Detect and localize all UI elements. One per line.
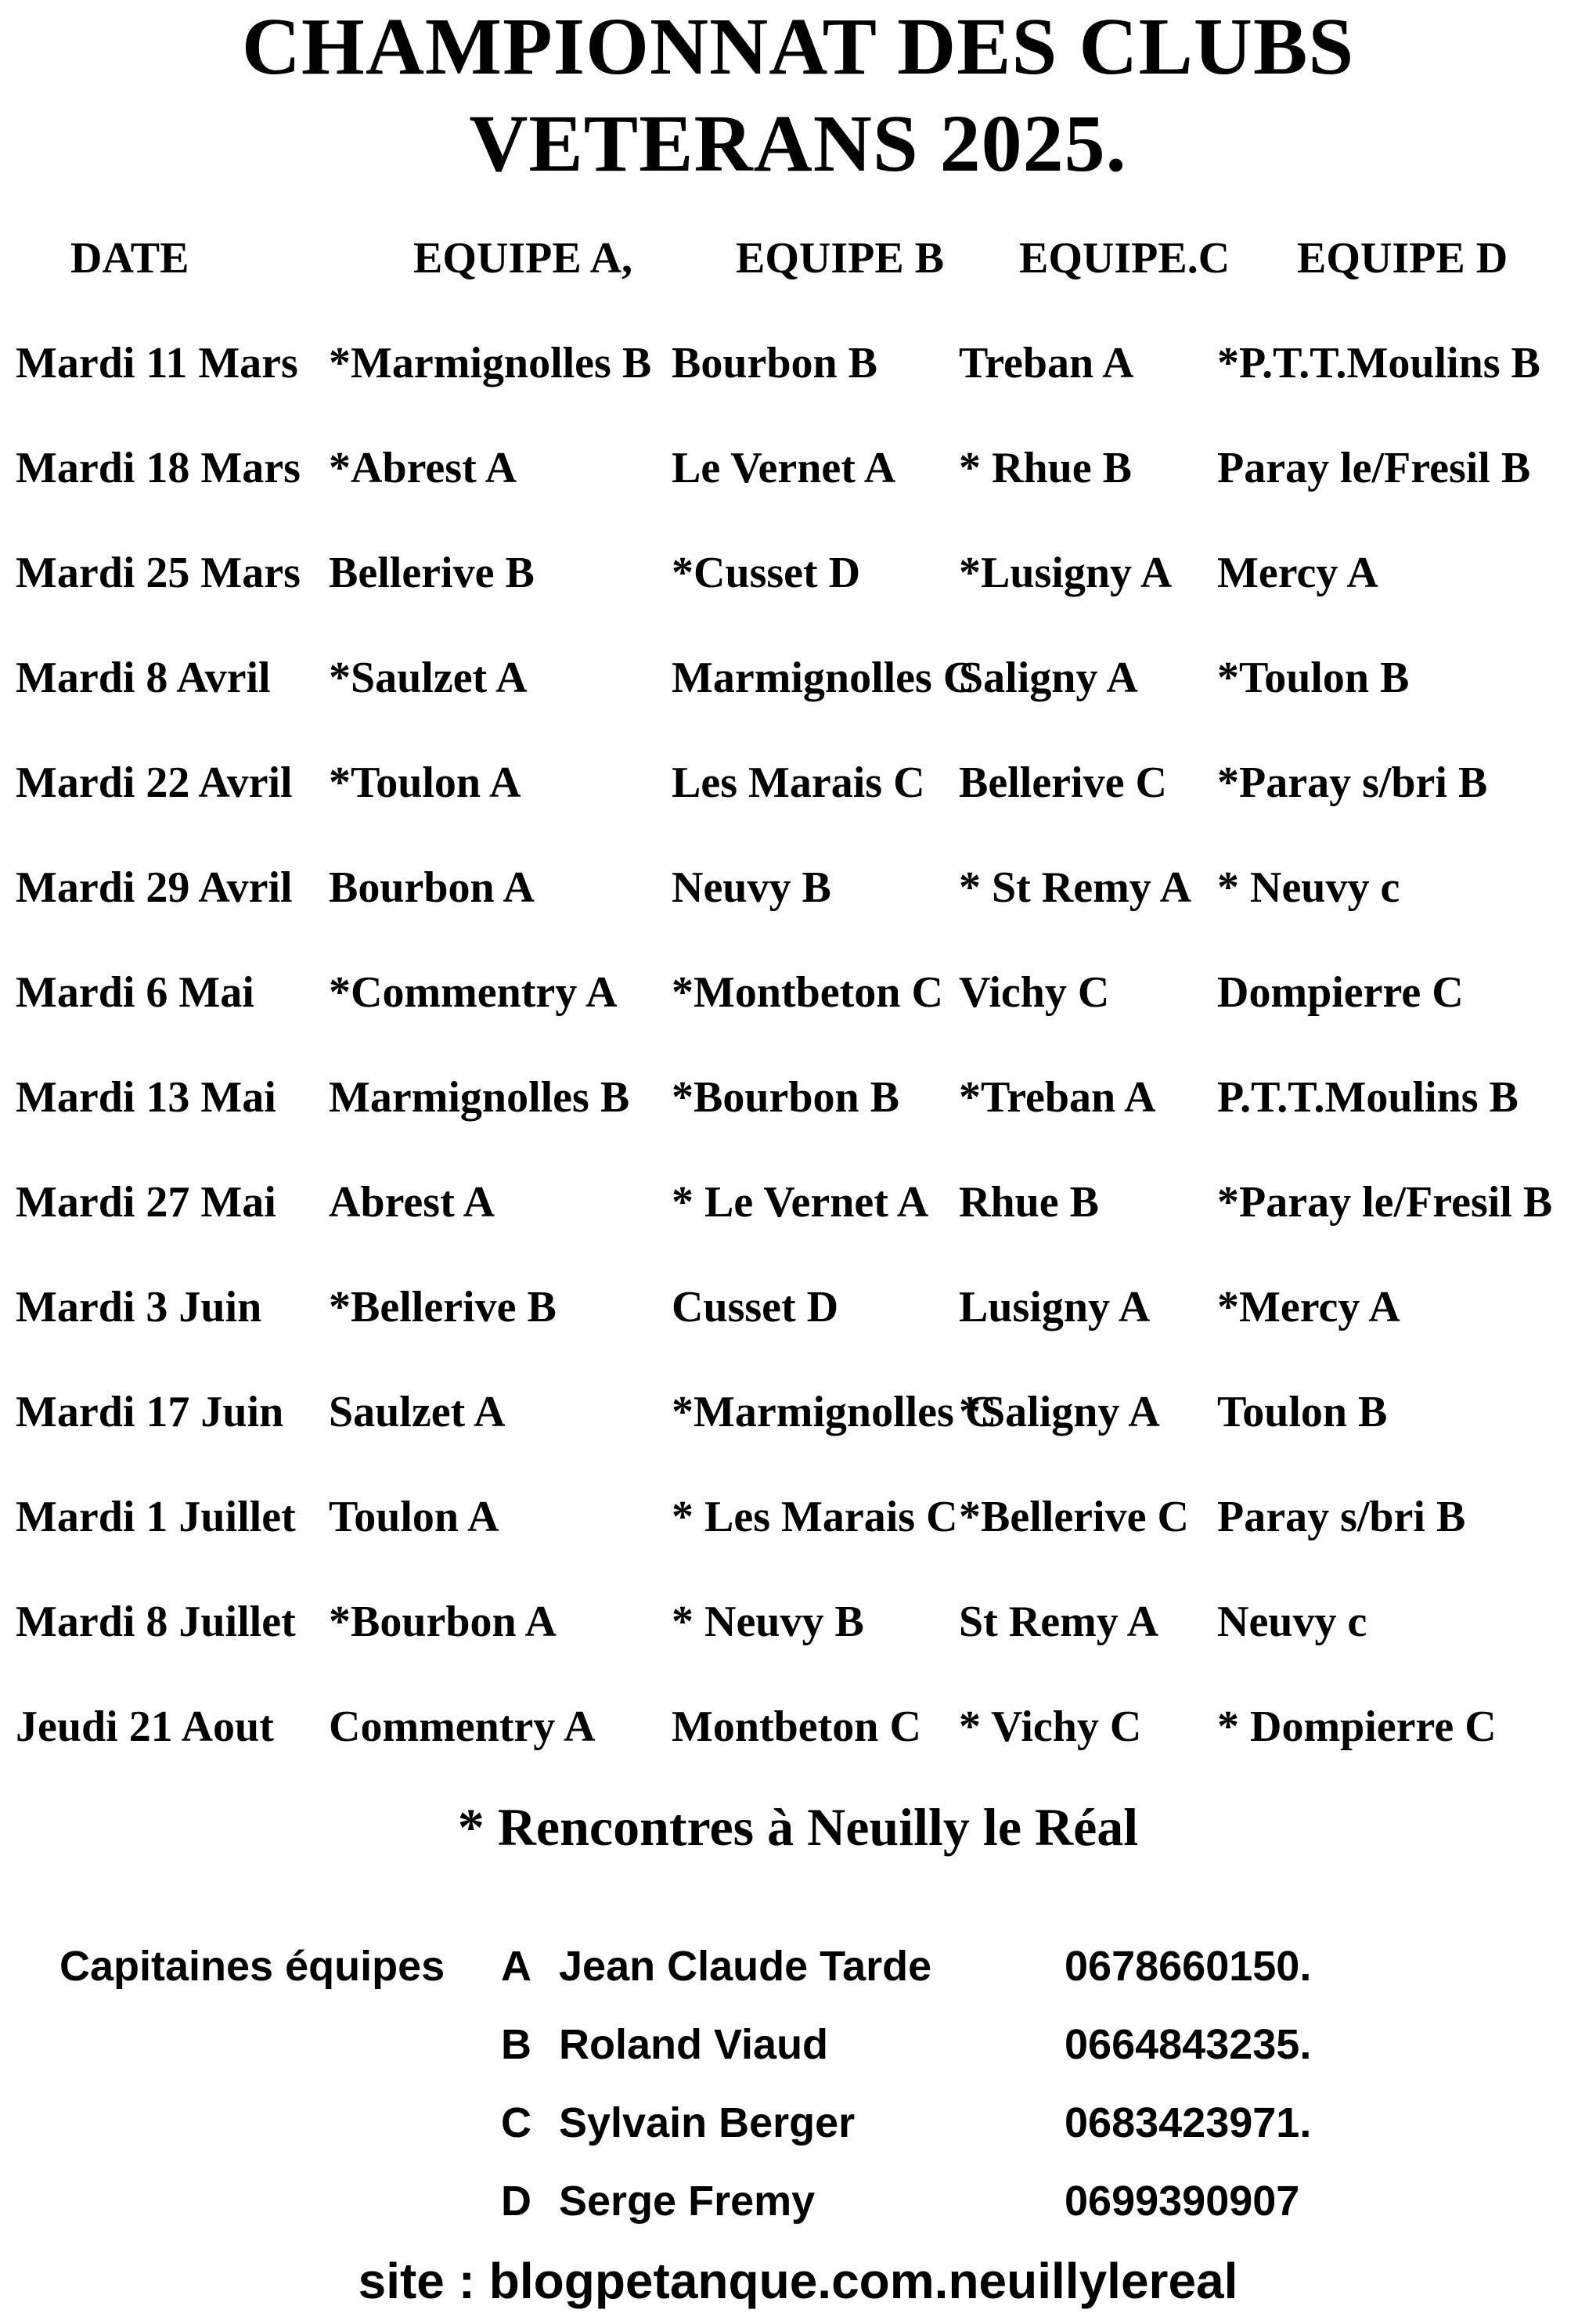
row-14-date: Jeudi 21 Aout xyxy=(16,1702,274,1751)
row-11-equipe-b: *Marmignolles C xyxy=(672,1388,997,1436)
row-3-equipe-b: *Cusset D xyxy=(672,549,861,597)
row-2-date: Mardi 18 Mars xyxy=(16,444,301,492)
row-2-equipe-d: Paray le/Fresil B xyxy=(1217,444,1531,492)
header-equipe-c: EQUIPE.C xyxy=(1019,234,1230,283)
row-4-equipe-a: *Saulzet A xyxy=(329,654,528,702)
captain-d-name: Serge Fremy xyxy=(559,2178,816,2225)
row-6-date: Mardi 29 Avril xyxy=(16,863,293,912)
row-2-equipe-b: Le Vernet A xyxy=(672,444,896,492)
row-14-equipe-b: Montbeton C xyxy=(672,1702,921,1751)
row-12-equipe-c: *Bellerive C xyxy=(959,1493,1189,1541)
row-1-equipe-c: Treban A xyxy=(959,339,1134,387)
row-5-equipe-a: *Toulon A xyxy=(329,758,521,807)
captain-d-phone: 0699390907 xyxy=(1065,2178,1300,2225)
row-13-equipe-d: Neuvy c xyxy=(1217,1598,1367,1646)
row-1-equipe-d: *P.T.T.Moulins B xyxy=(1217,339,1540,387)
captain-b-team: B xyxy=(501,2021,531,2068)
row-11-date: Mardi 17 Juin xyxy=(16,1388,284,1436)
captain-c-name: Sylvain Berger xyxy=(559,2099,856,2146)
row-14-equipe-c: * Vichy C xyxy=(959,1702,1142,1751)
row-11-equipe-d: Toulon B xyxy=(1217,1388,1388,1436)
row-12-equipe-a: Toulon A xyxy=(329,1493,499,1541)
row-10-equipe-d: *Mercy A xyxy=(1217,1283,1400,1331)
row-8-equipe-b: *Bourbon B xyxy=(672,1073,899,1122)
row-5-date: Mardi 22 Avril xyxy=(16,758,293,807)
row-3-equipe-c: *Lusigny A xyxy=(959,549,1173,597)
row-9-equipe-a: Abrest A xyxy=(329,1178,495,1227)
venue-note: * Rencontres à Neuilly le Réal xyxy=(457,1797,1139,1857)
captain-a-phone: 0678660150. xyxy=(1065,1943,1312,1990)
row-8-equipe-a: Marmignolles B xyxy=(329,1073,630,1122)
row-10-equipe-b: Cusset D xyxy=(672,1283,839,1331)
row-3-date: Mardi 25 Mars xyxy=(16,549,301,597)
row-3-equipe-d: Mercy A xyxy=(1217,549,1378,597)
row-8-date: Mardi 13 Mai xyxy=(16,1073,276,1122)
captain-a-name: Jean Claude Tarde xyxy=(559,1943,932,1990)
row-10-date: Mardi 3 Juin xyxy=(16,1283,262,1331)
row-8-equipe-c: *Treban A xyxy=(959,1073,1156,1122)
row-9-date: Mardi 27 Mai xyxy=(16,1178,276,1227)
captain-c-team: C xyxy=(501,2099,531,2146)
row-13-equipe-c: St Remy A xyxy=(959,1598,1159,1646)
row-14-equipe-d: * Dompierre C xyxy=(1217,1702,1497,1751)
header-date: DATE xyxy=(70,234,189,283)
row-12-equipe-b: * Les Marais C xyxy=(672,1493,958,1541)
row-11-equipe-a: Saulzet A xyxy=(329,1388,506,1436)
row-1-equipe-b: Bourbon B xyxy=(672,339,877,387)
row-5-equipe-d: *Paray s/bri B xyxy=(1217,758,1488,807)
captain-d-team: D xyxy=(501,2178,531,2225)
header-equipe-a: EQUIPE A, xyxy=(413,234,633,283)
row-9-equipe-c: Rhue B xyxy=(959,1178,1099,1227)
title-line-2: VETERANS 2025. xyxy=(469,99,1127,189)
row-4-equipe-d: *Toulon B xyxy=(1217,654,1410,702)
row-4-equipe-b: Marmignolles C xyxy=(672,654,975,702)
row-7-date: Mardi 6 Mai xyxy=(16,968,254,1017)
captains-label: Capitaines équipes xyxy=(59,1943,445,1990)
row-12-equipe-d: Paray s/bri B xyxy=(1217,1493,1466,1541)
captain-b-phone: 0664843235. xyxy=(1065,2021,1312,2068)
row-7-equipe-a: *Commentry A xyxy=(329,968,618,1017)
row-7-equipe-d: Dompierre C xyxy=(1217,968,1464,1017)
row-4-equipe-c: Saligny A xyxy=(959,654,1138,702)
title-line-1: CHAMPIONNAT DES CLUBS xyxy=(241,2,1355,92)
row-9-equipe-d: *Paray le/Fresil B xyxy=(1217,1178,1553,1227)
row-9-equipe-b: * Le Vernet A xyxy=(672,1178,929,1227)
row-4-date: Mardi 8 Avril xyxy=(16,654,271,702)
row-10-equipe-c: Lusigny A xyxy=(959,1283,1151,1331)
header-equipe-d: EQUIPE D xyxy=(1297,234,1508,283)
row-14-equipe-a: Commentry A xyxy=(329,1702,596,1751)
row-11-equipe-c: *Saligny A xyxy=(959,1388,1160,1436)
captain-c-phone: 0683423971. xyxy=(1065,2099,1312,2146)
row-3-equipe-a: Bellerive B xyxy=(329,549,535,597)
row-2-equipe-a: *Abrest A xyxy=(329,444,517,492)
row-10-equipe-a: *Bellerive B xyxy=(329,1283,557,1331)
row-8-equipe-d: P.T.T.Moulins B xyxy=(1217,1073,1519,1122)
row-1-equipe-a: *Marmignolles B xyxy=(329,339,652,387)
row-13-equipe-b: * Neuvy B xyxy=(672,1598,864,1646)
captain-a-team: A xyxy=(501,1943,531,1990)
header-equipe-b: EQUIPE B xyxy=(736,234,945,283)
site-url: site : blogpetanque.com.neuillylereal xyxy=(358,2253,1238,2309)
row-7-equipe-c: Vichy C xyxy=(959,968,1110,1017)
row-6-equipe-d: * Neuvy c xyxy=(1217,863,1400,912)
row-6-equipe-c: * St Remy A xyxy=(959,863,1192,912)
captain-b-name: Roland Viaud xyxy=(559,2021,829,2068)
row-2-equipe-c: * Rhue B xyxy=(959,444,1132,492)
row-1-date: Mardi 11 Mars xyxy=(16,339,298,387)
row-7-equipe-b: *Montbeton C xyxy=(672,968,943,1017)
row-13-date: Mardi 8 Juillet xyxy=(16,1598,296,1646)
row-13-equipe-a: *Bourbon A xyxy=(329,1598,557,1646)
row-12-date: Mardi 1 Juillet xyxy=(16,1493,296,1541)
row-6-equipe-a: Bourbon A xyxy=(329,863,535,912)
row-5-equipe-c: Bellerive C xyxy=(959,758,1167,807)
row-5-equipe-b: Les Marais C xyxy=(672,758,925,807)
row-6-equipe-b: Neuvy B xyxy=(672,863,831,912)
